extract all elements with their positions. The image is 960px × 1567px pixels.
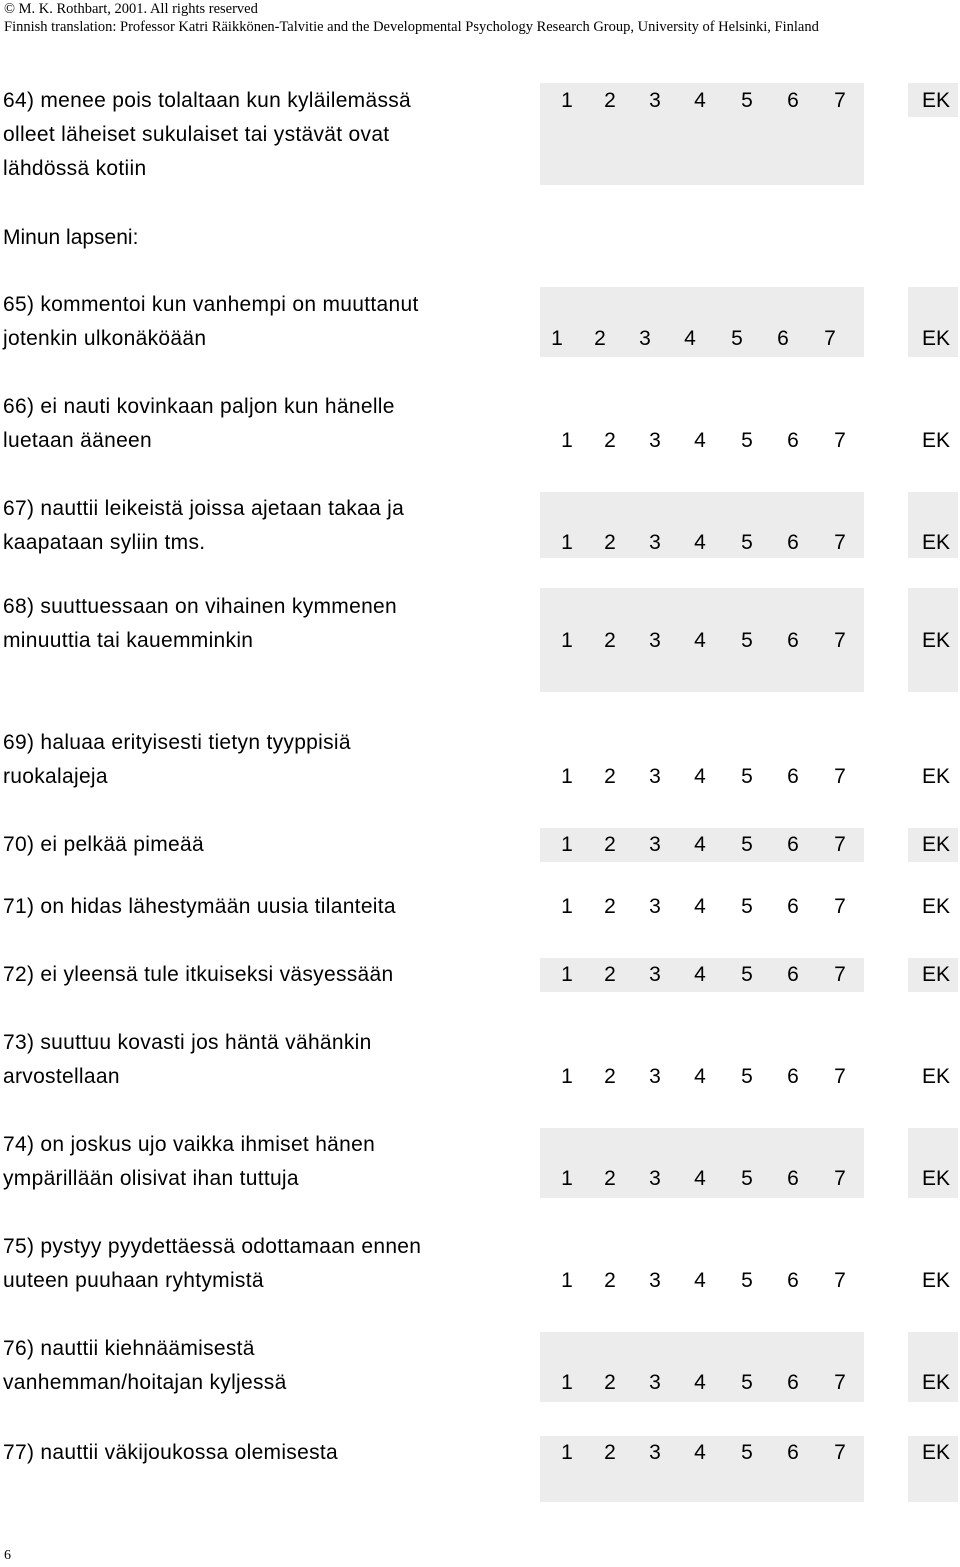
rating-option[interactable]: 5 (731, 327, 743, 350)
page-number: 6 (4, 1548, 11, 1563)
not-applicable-option[interactable]: EK (921, 1441, 950, 1464)
not-applicable-option[interactable]: EK (921, 1167, 950, 1190)
question-line: ruokalajeja (3, 765, 108, 788)
rating-option[interactable]: 1 (561, 1065, 573, 1088)
rating-option[interactable]: 3 (649, 89, 661, 112)
rating-option[interactable]: 5 (741, 429, 753, 452)
section-title: Minun lapseni: (3, 226, 139, 249)
question-line: 77) nauttii väkijoukossa olemisesta (3, 1441, 338, 1464)
question-line: kaapataan syliin tms. (3, 531, 206, 554)
rating-option[interactable]: 5 (741, 1441, 753, 1464)
copyright-line: © M. K. Rothbart, 2001. All rights reserved (4, 1, 258, 17)
rating-option[interactable]: 4 (694, 833, 706, 856)
rating-scale (0, 1366, 960, 1400)
rating-option[interactable]: 1 (561, 765, 573, 788)
rating-scale (0, 1060, 960, 1094)
rating-option[interactable]: 2 (604, 89, 616, 112)
copyright-header (4, 0, 954, 36)
rating-scale (0, 624, 960, 658)
rating-option[interactable]: 3 (649, 1269, 661, 1292)
rating-option[interactable]: 3 (649, 1065, 661, 1088)
rating-option[interactable]: 1 (561, 1441, 573, 1464)
rating-option[interactable]: 7 (834, 1371, 846, 1394)
rating-option[interactable]: 3 (649, 833, 661, 856)
rating-option[interactable]: 3 (649, 531, 661, 554)
question-line: ympärillään olisivat ihan tuttuja (3, 1167, 299, 1190)
rating-option[interactable]: 4 (694, 629, 706, 652)
not-applicable-option[interactable]: EK (921, 89, 950, 112)
not-applicable-option[interactable]: EK (921, 629, 950, 652)
rating-scale (0, 526, 960, 560)
question-line: uuteen puuhaan ryhtymistä (3, 1269, 264, 1292)
rating-option[interactable]: 4 (694, 1167, 706, 1190)
rating-scale (0, 1264, 960, 1298)
not-applicable-option[interactable]: EK (921, 765, 950, 788)
rating-option[interactable]: 4 (694, 895, 706, 918)
rating-option[interactable]: 6 (787, 1371, 799, 1394)
rating-option[interactable]: 5 (741, 895, 753, 918)
rating-option[interactable]: 4 (694, 1269, 706, 1292)
rating-option[interactable]: 2 (604, 895, 616, 918)
rating-option[interactable]: 5 (741, 765, 753, 788)
rating-scale (0, 1436, 960, 1470)
question-line: 67) nauttii leikeistä joissa ajetaan takaa ja (3, 497, 405, 520)
rating-option[interactable]: 3 (649, 765, 661, 788)
rating-option[interactable]: 1 (561, 531, 573, 554)
rating-option[interactable]: 4 (684, 327, 696, 350)
rating-option[interactable]: 5 (741, 531, 753, 554)
rating-option[interactable]: 4 (694, 765, 706, 788)
rating-option[interactable]: 5 (741, 1371, 753, 1394)
rating-option[interactable]: 2 (604, 833, 616, 856)
translation-credit: Finnish translation: Professor Katri Räikkönen-Talvitie and the Developmental Psychology Research Group, University of Helsinki, Finland (4, 19, 819, 35)
rating-option[interactable]: 4 (694, 1065, 706, 1088)
rating-option[interactable]: 7 (834, 1065, 846, 1088)
question-line: minuuttia tai kauemminkin (3, 629, 254, 652)
question-line: 65) kommentoi kun vanhempi on muuttanut (3, 293, 419, 316)
rating-option[interactable]: 1 (561, 1167, 573, 1190)
question-line: 69) haluaa erityisesti tietyn tyyppisiä (3, 731, 351, 754)
rating-option[interactable]: 5 (741, 1167, 753, 1190)
rating-option[interactable]: 2 (604, 429, 616, 452)
not-applicable-option[interactable]: EK (921, 895, 950, 918)
rating-option[interactable]: 4 (694, 1371, 706, 1394)
rating-scale (0, 424, 960, 458)
rating-scale (0, 828, 960, 862)
not-applicable-option[interactable]: EK (921, 531, 950, 554)
rating-option[interactable]: 4 (694, 429, 706, 452)
rating-option[interactable]: 2 (604, 1269, 616, 1292)
rating-option[interactable]: 3 (649, 1371, 661, 1394)
question-line: luetaan ääneen (3, 429, 153, 452)
rating-option[interactable]: 5 (741, 963, 753, 986)
rating-option[interactable]: 3 (649, 963, 661, 986)
rating-option[interactable]: 7 (834, 1167, 846, 1190)
rating-scale (0, 1162, 960, 1196)
question-line: arvostellaan (3, 1065, 120, 1088)
question-line: olleet läheiset sukulaiset tai ystävät ovat (3, 123, 390, 146)
not-applicable-option[interactable]: EK (921, 1371, 950, 1394)
question-line: lähdössä kotiin (3, 157, 147, 180)
rating-option[interactable]: 2 (604, 531, 616, 554)
question-line: 68) suuttuessaan on vihainen kymmenen (3, 595, 398, 618)
rating-option[interactable]: 6 (787, 1065, 799, 1088)
rating-option[interactable]: 1 (561, 895, 573, 918)
rating-option[interactable]: 6 (777, 327, 789, 350)
rating-option[interactable]: 7 (834, 895, 846, 918)
rating-option[interactable]: 7 (834, 765, 846, 788)
not-applicable-option[interactable]: EK (921, 963, 950, 986)
rating-option[interactable]: 1 (561, 89, 573, 112)
rating-option[interactable]: 6 (787, 429, 799, 452)
rating-option[interactable]: 2 (604, 1371, 616, 1394)
rating-option[interactable]: 5 (741, 89, 753, 112)
rating-scale (0, 84, 960, 118)
question-line: vanhemman/hoitajan kyljessä (3, 1371, 287, 1394)
rating-option[interactable]: 7 (834, 1441, 846, 1464)
rating-option[interactable]: 2 (604, 963, 616, 986)
rating-option[interactable]: 6 (787, 629, 799, 652)
rating-option[interactable]: 6 (787, 1167, 799, 1190)
rating-option[interactable]: 6 (787, 963, 799, 986)
rating-option[interactable]: 7 (834, 963, 846, 986)
rating-option[interactable]: 3 (639, 327, 651, 350)
rating-option[interactable]: 1 (561, 1371, 573, 1394)
rating-option[interactable]: 2 (604, 1441, 616, 1464)
rating-scale (0, 958, 960, 992)
question-line: 74) on joskus ujo vaikka ihmiset hänen (3, 1133, 376, 1156)
rating-option[interactable]: 1 (561, 1269, 573, 1292)
question-line: 70) ei pelkää pimeää (3, 833, 204, 856)
rating-option[interactable]: 7 (834, 531, 846, 554)
rating-scale (0, 890, 960, 924)
rating-option[interactable]: 6 (787, 895, 799, 918)
rating-option[interactable]: 5 (741, 629, 753, 652)
rating-option[interactable]: 2 (604, 765, 616, 788)
rating-option[interactable]: 7 (834, 629, 846, 652)
not-applicable-option[interactable]: EK (921, 1269, 950, 1292)
rating-option[interactable]: 3 (649, 629, 661, 652)
rating-option[interactable]: 1 (561, 963, 573, 986)
not-applicable-option[interactable]: EK (921, 429, 950, 452)
rating-option[interactable]: 6 (787, 1441, 799, 1464)
rating-scale (0, 322, 960, 356)
rating-option[interactable]: 7 (834, 89, 846, 112)
rating-option[interactable]: 5 (741, 1269, 753, 1292)
rating-option[interactable]: 7 (834, 1269, 846, 1292)
rating-option[interactable]: 2 (604, 1065, 616, 1088)
question-line: 73) suuttuu kovasti jos häntä vähänkin (3, 1031, 372, 1054)
rating-option[interactable]: 4 (694, 963, 706, 986)
rating-option[interactable]: 2 (594, 327, 606, 350)
rating-option[interactable]: 3 (649, 895, 661, 918)
rating-option[interactable]: 7 (824, 327, 836, 350)
question-line: jotenkin ulkonäköään (3, 327, 207, 350)
rating-scale (0, 760, 960, 794)
rating-option[interactable]: 4 (694, 1441, 706, 1464)
rating-option[interactable]: 5 (741, 833, 753, 856)
rating-option[interactable]: 1 (551, 327, 563, 350)
rating-option[interactable]: 1 (561, 429, 573, 452)
rating-option[interactable]: 4 (694, 531, 706, 554)
rating-option[interactable]: 3 (649, 429, 661, 452)
rating-option[interactable]: 1 (561, 629, 573, 652)
rating-option[interactable]: 6 (787, 531, 799, 554)
rating-option[interactable]: 6 (787, 89, 799, 112)
rating-option[interactable]: 4 (694, 89, 706, 112)
rating-option[interactable]: 5 (741, 1065, 753, 1088)
question-line: 71) on hidas lähestymään uusia tilanteita (3, 895, 396, 918)
rating-option[interactable]: 6 (787, 833, 799, 856)
question-line: 75) pystyy pyydettäessä odottamaan ennen (3, 1235, 422, 1258)
rating-option[interactable]: 2 (604, 1167, 616, 1190)
question-line: 64) menee pois tolaltaan kun kyläilemässä (3, 89, 412, 112)
question-line: 76) nauttii kiehnäämisestä (3, 1337, 255, 1360)
not-applicable-option[interactable]: EK (921, 327, 950, 350)
rating-option[interactable]: 1 (561, 833, 573, 856)
not-applicable-option[interactable]: EK (921, 1065, 950, 1088)
rating-option[interactable]: 3 (649, 1441, 661, 1464)
rating-option[interactable]: 6 (787, 765, 799, 788)
question-line: 72) ei yleensä tule itkuiseksi väsyessään (3, 963, 394, 986)
rating-option[interactable]: 7 (834, 429, 846, 452)
question-line: 66) ei nauti kovinkaan paljon kun hänelle (3, 395, 395, 418)
rating-option[interactable]: 2 (604, 629, 616, 652)
rating-option[interactable]: 6 (787, 1269, 799, 1292)
rating-option[interactable]: 7 (834, 833, 846, 856)
not-applicable-option[interactable]: EK (921, 833, 950, 856)
rating-option[interactable]: 3 (649, 1167, 661, 1190)
